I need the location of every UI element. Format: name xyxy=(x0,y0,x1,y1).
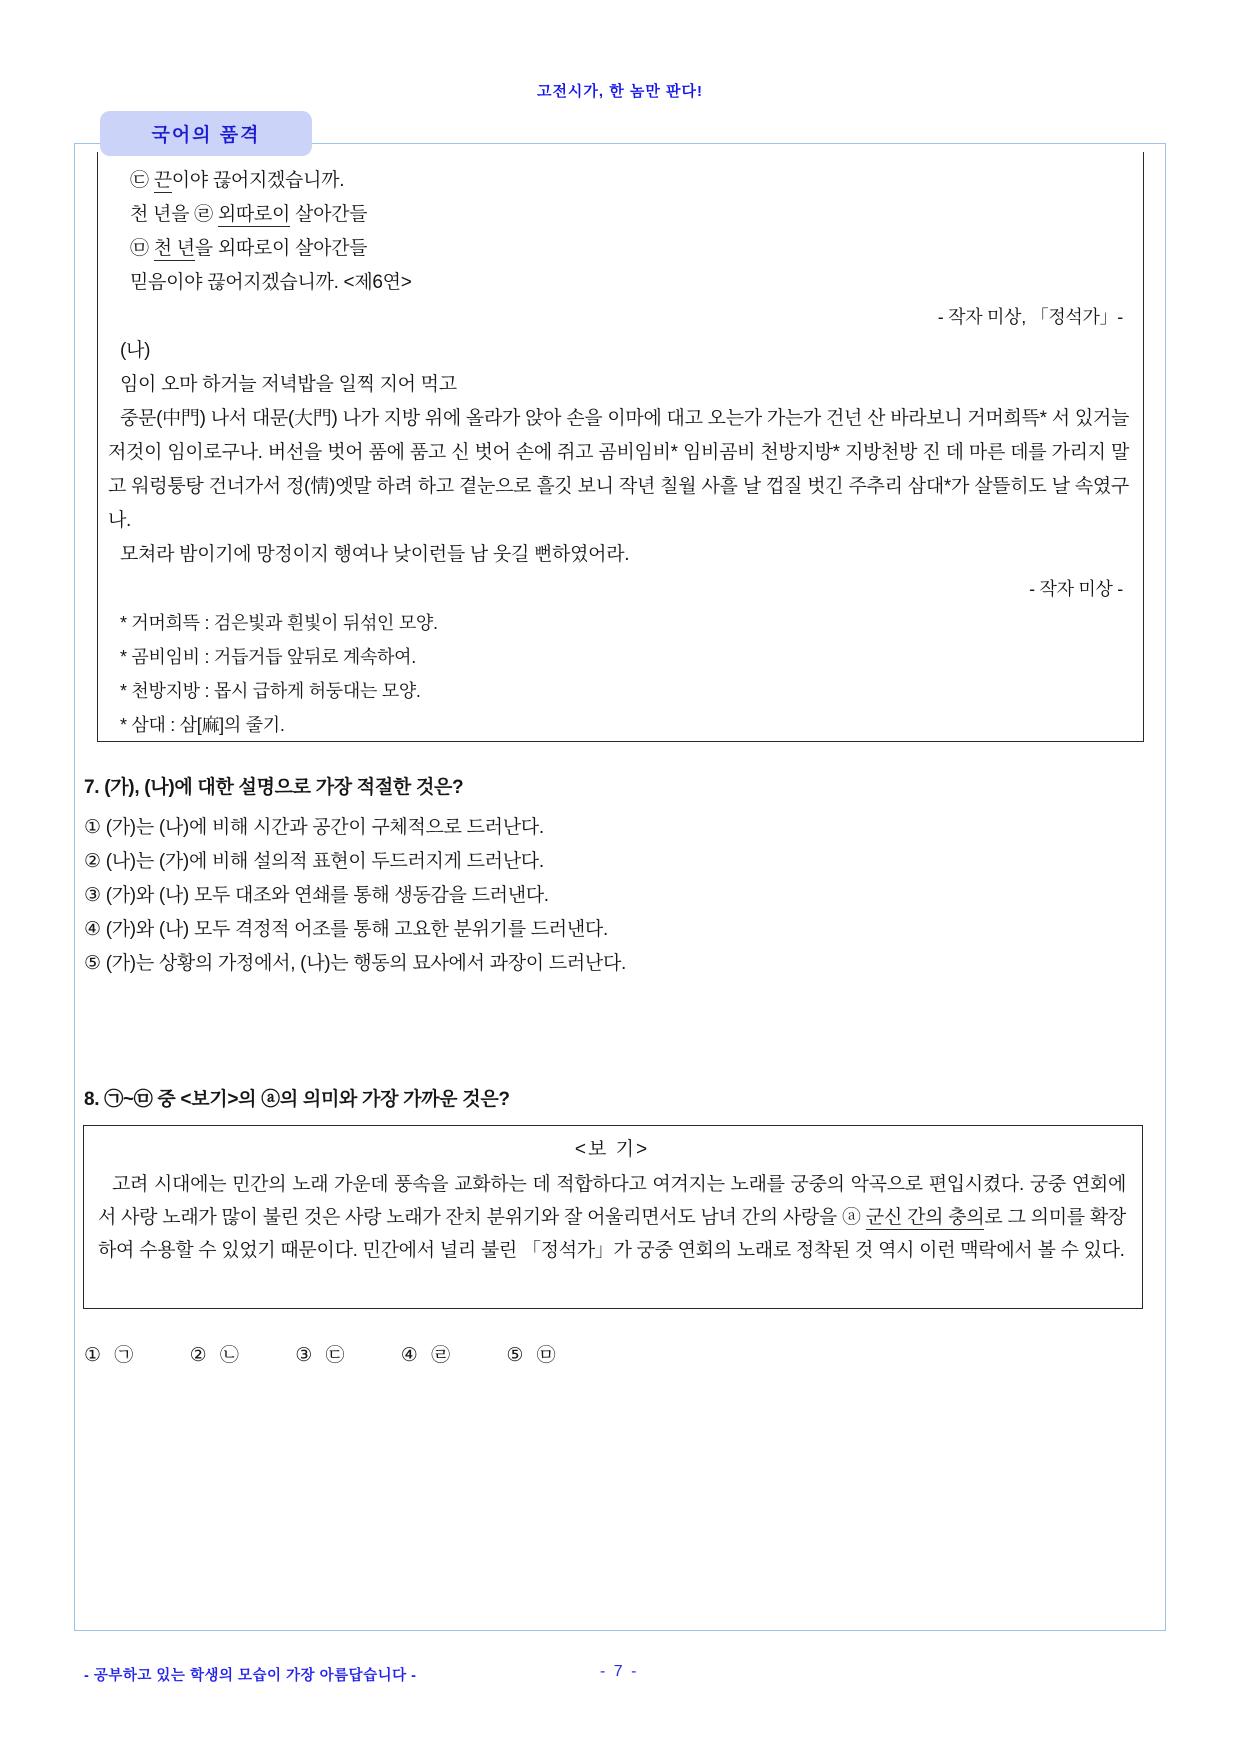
gasa-attribution: - 작자 미상 - xyxy=(1029,579,1123,599)
answer-choice-5: ⑤ ㉤ xyxy=(506,1345,560,1366)
question-7-option-2: ② (나)는 (가)에 비해 설의적 표현이 두드러지게 드러난다. xyxy=(84,851,544,872)
poem-line: ㉢ 끈이야 끊어지겠습니까. xyxy=(130,170,345,191)
poem-line: 천 년을 ㉣ 외따로이 살아간들 xyxy=(130,204,368,225)
poem-line: 믿음이야 끊어지겠습니까. <제6연> xyxy=(130,272,412,293)
gasa-last-line: 모쳐라 밤이기에 망정이지 행여나 낮이런들 남 웃길 뻔하였어라. xyxy=(120,544,630,565)
boki-box xyxy=(83,1125,1143,1309)
footnote: * 천방지방 : 몹시 급하게 허둥대는 모양. xyxy=(120,681,421,701)
question-7-option-5: ⑤ (가)는 상황의 가정에서, (나)는 행동의 묘사에서 과장이 드러난다. xyxy=(84,953,626,974)
question-7-option-1: ① (가)는 (나)에 비해 시간과 공간이 구체적으로 드러난다. xyxy=(84,817,544,838)
footer-motto: - 공부하고 있는 학생의 모습이 가장 아름답습니다 - xyxy=(84,1668,417,1684)
answer-choice-2: ② ㉡ xyxy=(189,1345,243,1366)
question-7-option-4: ④ (가)와 (나) 모두 격정적 어조를 통해 고요한 분위기를 드러낸다. xyxy=(84,919,608,940)
footer-page-number: - 7 - xyxy=(600,1663,639,1680)
footnote: * 곰비임비 : 거듭거듭 앞뒤로 계속하여. xyxy=(120,647,416,667)
poem-attribution: - 작자 미상, 「정석가」- xyxy=(937,307,1123,327)
part-label-na: (나) xyxy=(120,340,151,361)
question-7-option-3: ③ (가)와 (나) 모두 대조와 연쇄를 통해 생동감을 드러낸다. xyxy=(84,885,549,906)
question-7-title: 7. (가), (나)에 대한 설명으로 가장 적절한 것은? xyxy=(84,777,464,798)
answer-choice-1: ① ㉠ xyxy=(84,1345,138,1366)
passage-box xyxy=(97,152,1144,742)
footnote: * 거머희뜩 : 검은빛과 흰빛이 뒤섞인 모양. xyxy=(120,613,438,633)
question-7 xyxy=(84,772,1146,981)
question-8-answer-row xyxy=(84,1340,607,1367)
series-tab-label: 국어의 품격 xyxy=(151,125,261,146)
question-8 xyxy=(84,1084,1146,1309)
header-slogan: 고전시가, 한 놈만 판다! xyxy=(536,83,704,100)
gasa-body: 중문(中門) 나서 대문(大門) 나가 지방 위에 올라가 앉아 손을 이마에 대고 오는가 가는가 건넌 산 바라보니 거머희뜩* 서 있거늘 저것이 임이로구나. 버선을 벗어 품에 품고 신 벗어 손에 쥐고 곰비임비* 임비곰비 천방지방* 지방천방 진 데 마른 데를 가리지 말고 워렁퉁탕 건너가서 정(情)엣말 하려 하고 곁눈으로 흘깃 보니 작년 칠월 사흘 날 껍질 벗긴 주추리 삼대*가 살뜰히도 날 속였구나. xyxy=(108,408,1129,531)
footnote: * 삼대 : 삼[麻]의 줄기. xyxy=(120,715,285,735)
answer-choice-3: ③ ㉢ xyxy=(295,1345,349,1366)
boki-text: 고려 시대에는 민간의 노래 가운데 풍속을 교화하는 데 적합하다고 여겨지는 노래를 궁중의 악곡으로 편입시켰다. 궁중 연회에서 사랑 노래가 많이 불린 것은 사랑 노래가 잔치 분위기와 잘 어울리면서도 남녀 간의 사랑을 ⓐ 군신 간의 충의로 그 의미를 확장하여 수용할 수 있었기 때문이다. 민간에서 널리 불린 「정석가」가 궁중 연회의 노래로 정착된 것 역시 이런 맥락에서 볼 수 있다. xyxy=(98,1174,1126,1261)
answer-choice-4: ④ ㉣ xyxy=(400,1345,455,1366)
question-8-title: 8. ㉠~㉤ 중 <보기>의 ⓐ의 의미와 가장 가까운 것은? xyxy=(84,1089,510,1110)
series-tab xyxy=(100,111,312,156)
poem-line: ㉤ 천 년을 외따로이 살아간들 xyxy=(130,238,368,259)
boki-header: <보 기> xyxy=(574,1139,650,1160)
gasa-first-line: 임이 오마 하거늘 저녁밥을 일찍 지어 먹고 xyxy=(120,374,457,395)
